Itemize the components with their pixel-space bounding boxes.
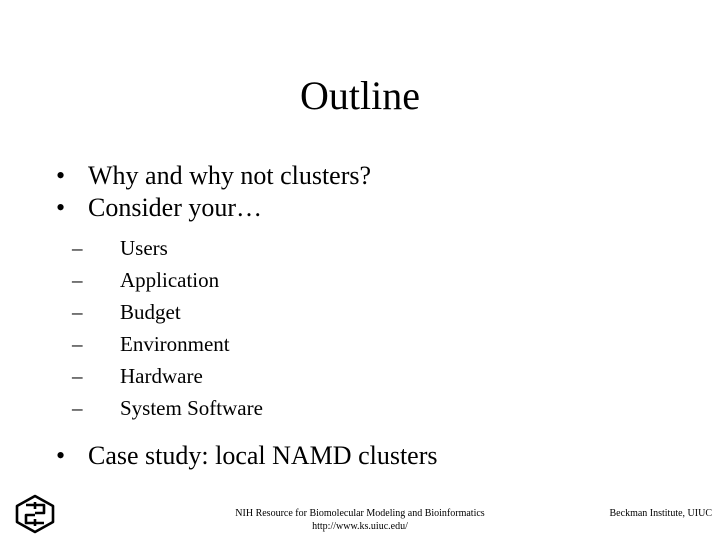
footer-center bbox=[200, 507, 520, 533]
slide-title: Outline bbox=[300, 73, 420, 118]
sub-bullet-item bbox=[56, 296, 696, 328]
sub-bullet-list bbox=[56, 232, 696, 424]
dash-mark: – bbox=[72, 332, 83, 356]
sub-bullet-text: Hardware bbox=[120, 364, 203, 388]
bullet-mark: • bbox=[56, 161, 66, 190]
sub-bullet-text: Budget bbox=[120, 300, 181, 324]
sub-bullet-text: Users bbox=[120, 236, 168, 260]
sub-bullet-item bbox=[56, 360, 696, 392]
dash-mark: – bbox=[72, 236, 83, 260]
footer-url: http://www.ks.uiuc.edu/ bbox=[312, 521, 408, 532]
dash-mark: – bbox=[72, 300, 83, 324]
footer-resource-name: NIH Resource for Biomolecular Modeling and Bioinformatics bbox=[235, 508, 485, 519]
sub-bullet-text: System Software bbox=[120, 396, 263, 420]
bullet-text: Case study: local NAMD clusters bbox=[88, 441, 438, 470]
sub-bullet-item bbox=[56, 232, 696, 264]
bullet-list bbox=[56, 160, 696, 472]
dash-mark: – bbox=[72, 396, 83, 420]
sub-bullet-item bbox=[56, 392, 696, 424]
sub-bullet-text: Application bbox=[120, 268, 220, 292]
bullet-item bbox=[56, 192, 696, 224]
dash-mark: – bbox=[72, 268, 83, 292]
sub-bullet-text: Environment bbox=[120, 332, 230, 356]
bullet-mark: • bbox=[56, 193, 66, 222]
bullet-text: Why and why not clusters? bbox=[88, 161, 372, 190]
bullet-item bbox=[56, 440, 696, 472]
footer-institution: Beckman Institute, UIUC bbox=[609, 508, 712, 519]
ks-group-logo-icon bbox=[8, 493, 62, 535]
sub-bullet-item bbox=[56, 264, 696, 296]
sub-bullet-item bbox=[56, 328, 696, 360]
bullet-text: Consider your… bbox=[88, 193, 263, 222]
bullet-mark: • bbox=[56, 441, 66, 470]
bullet-item bbox=[56, 160, 696, 192]
dash-mark: – bbox=[72, 364, 83, 388]
